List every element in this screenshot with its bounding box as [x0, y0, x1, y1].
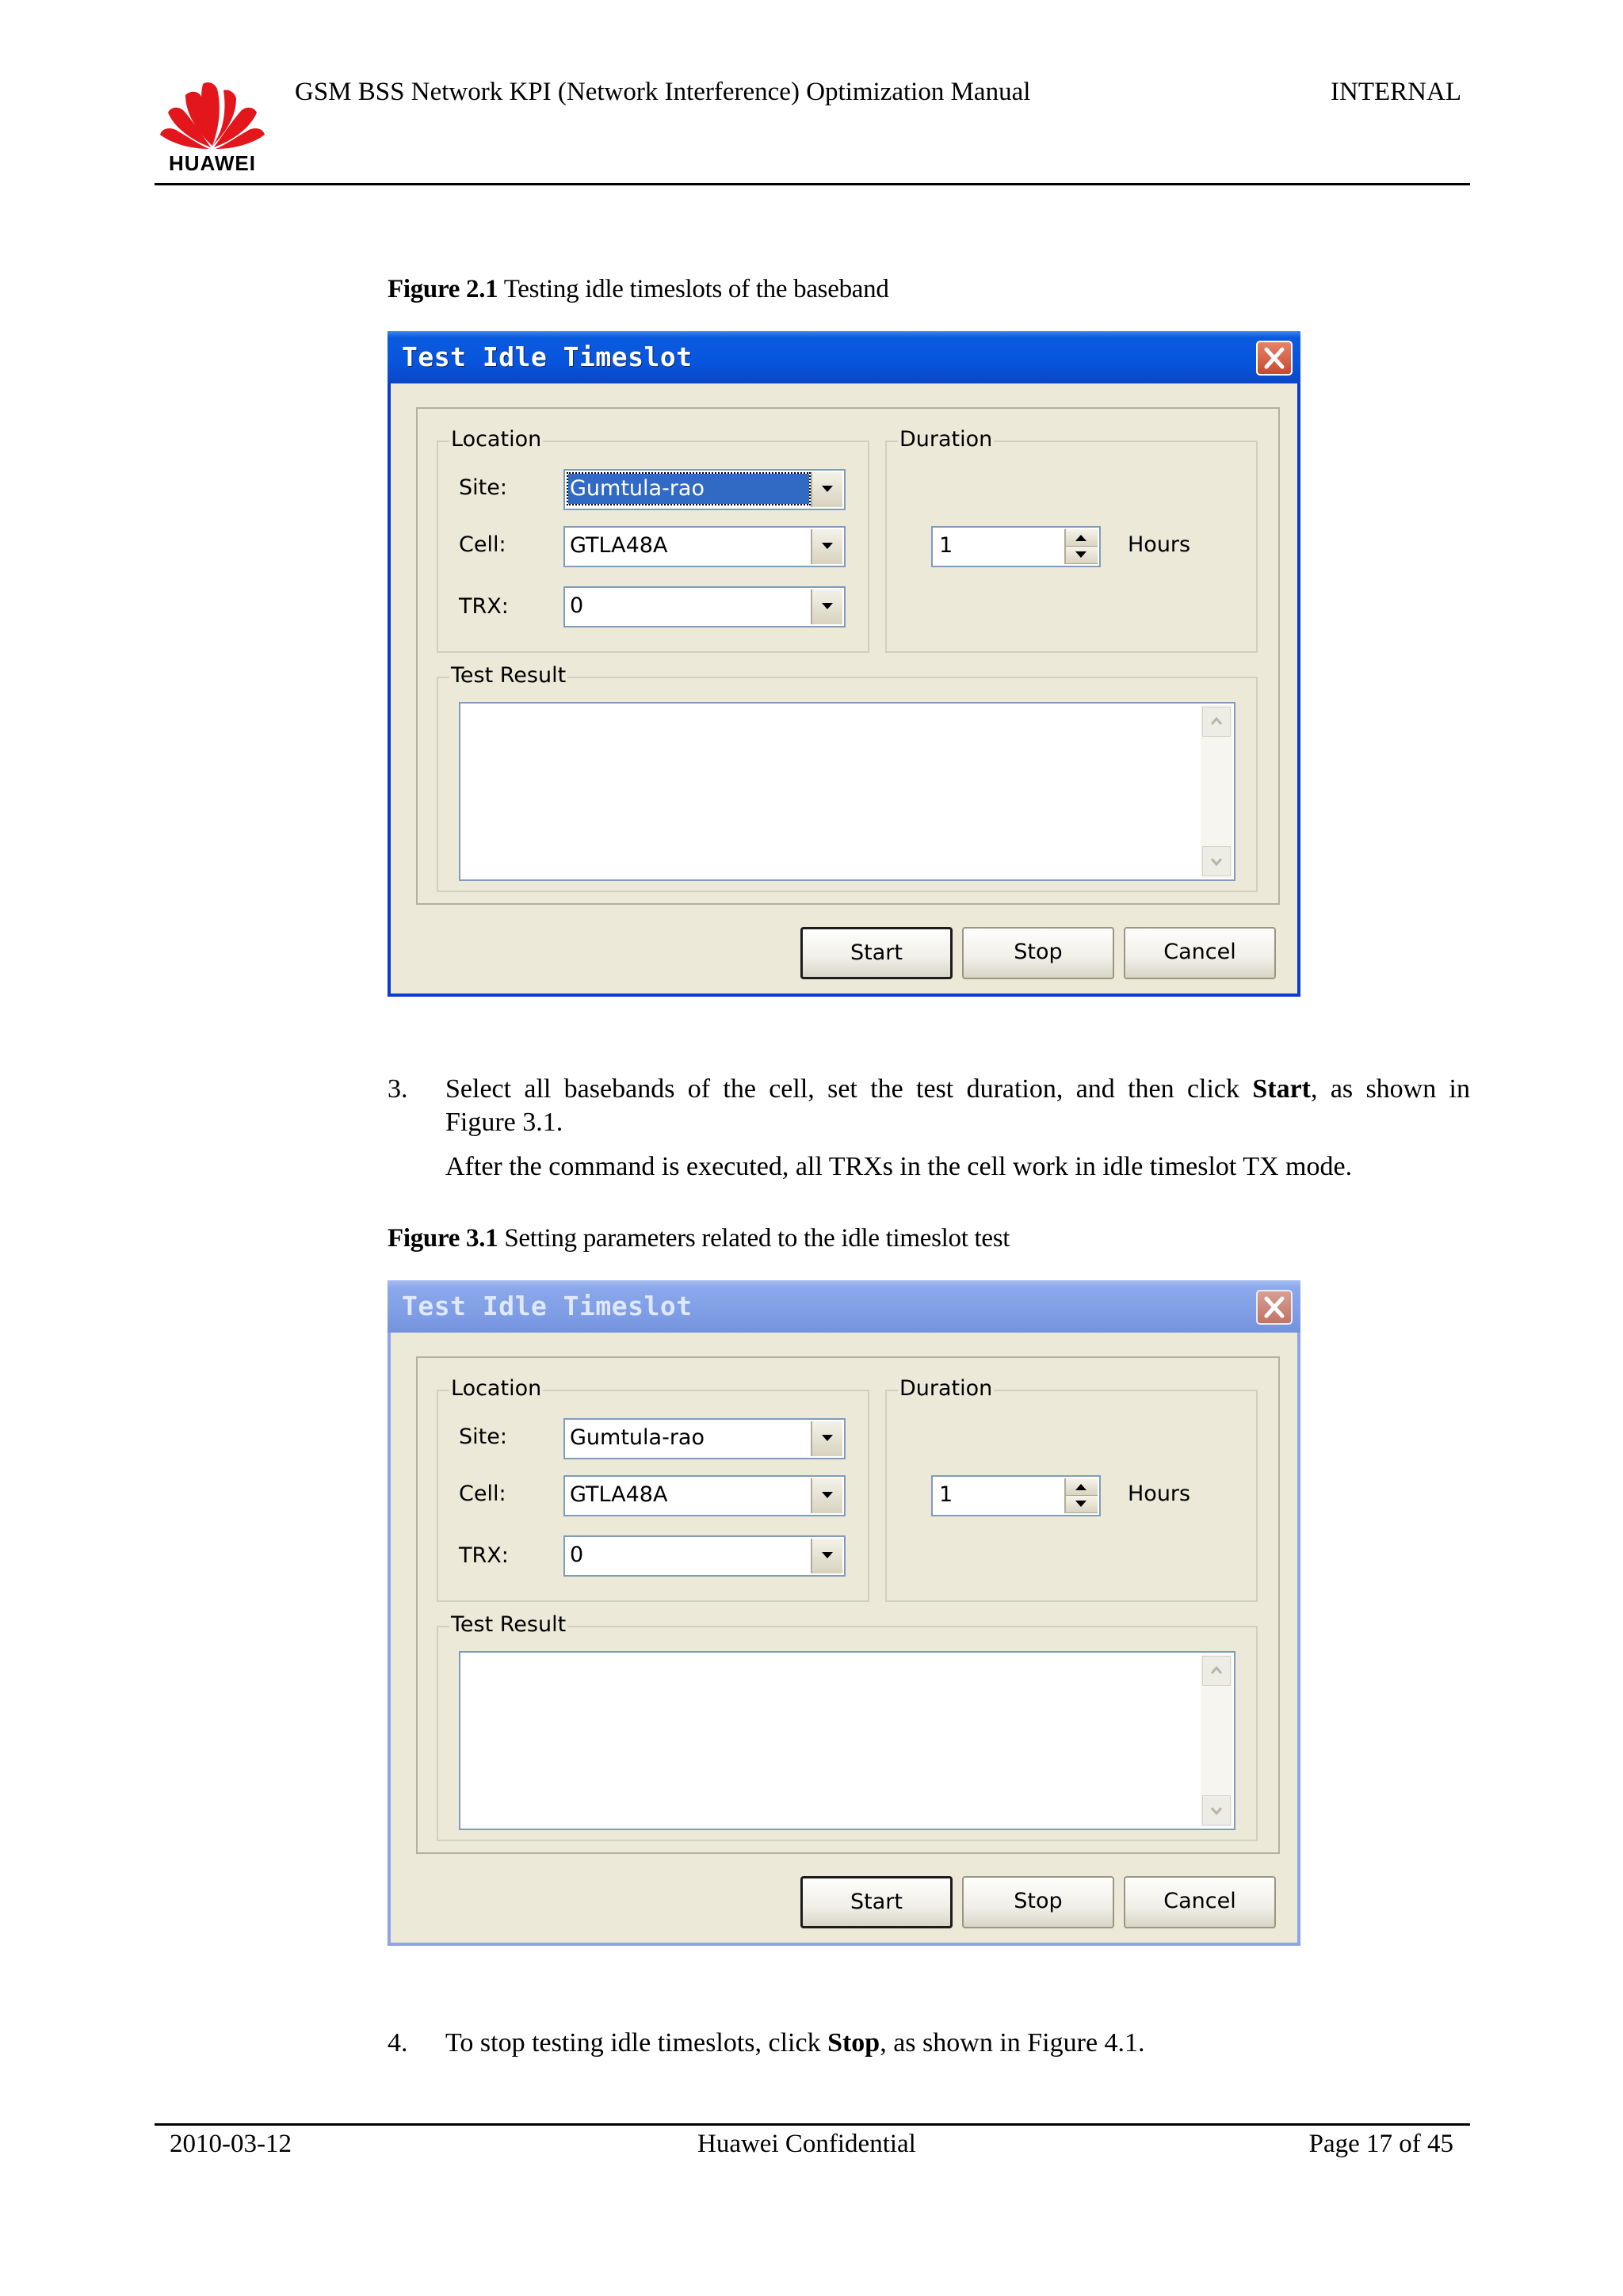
- test-result-textarea[interactable]: [459, 702, 1235, 881]
- spin-down-icon: [1066, 1496, 1096, 1512]
- trx-dropdown-button[interactable]: [811, 589, 842, 624]
- step-3-body: [445, 1073, 1470, 1139]
- duration-group-label: Duration: [899, 427, 993, 452]
- scroll-down-button[interactable]: [1202, 846, 1231, 876]
- test-result-group: [437, 663, 1258, 892]
- start-keyword: Start: [1252, 1074, 1311, 1104]
- test-result-group: [437, 1612, 1258, 1841]
- chevron-down-icon: [812, 1421, 842, 1453]
- duration-value: 1: [939, 533, 953, 558]
- step-3-text-tail: , as shown in: [1311, 1074, 1470, 1104]
- test-result-textarea[interactable]: [459, 1651, 1235, 1830]
- figure-label: Figure 2.1: [388, 275, 498, 303]
- vertical-scrollbar[interactable]: [1201, 1654, 1232, 1827]
- spin-down-icon: [1066, 547, 1096, 563]
- dialog-frame: [416, 407, 1280, 905]
- cell-value: GTLA48A: [570, 1482, 668, 1507]
- cell-label: Cell:: [459, 1482, 506, 1506]
- spin-down-button[interactable]: [1066, 1496, 1098, 1513]
- start-button[interactable]: Start: [800, 927, 953, 979]
- duration-group: [885, 1376, 1258, 1602]
- figure-caption-text: Setting parameters related to the idle timeslot test: [498, 1224, 1010, 1253]
- chevron-down-icon: [812, 529, 842, 561]
- test-result-label: Test Result: [451, 663, 567, 688]
- site-value: Gumtula-rao: [570, 1425, 705, 1450]
- document-title: GSM BSS Network KPI (Network Interference) Optimization Manual: [295, 78, 1031, 106]
- figure-caption-3-1: [388, 1224, 1010, 1253]
- trx-combobox[interactable]: [563, 1535, 846, 1577]
- step-3-text: Select all basebands of the cell, set the test duration, and then click: [445, 1074, 1253, 1104]
- cancel-button[interactable]: Cancel: [1124, 1876, 1276, 1928]
- logo-wordmark: HUAWEI: [169, 151, 256, 175]
- spin-up-button[interactable]: [1066, 529, 1098, 547]
- location-group-label: Location: [451, 427, 542, 452]
- trx-combobox[interactable]: [563, 586, 846, 627]
- scroll-down-button[interactable]: [1202, 1795, 1231, 1825]
- close-icon: [1258, 342, 1291, 374]
- site-combobox[interactable]: [563, 1418, 846, 1459]
- location-group-label: Location: [451, 1376, 542, 1401]
- site-dropdown-button[interactable]: [811, 1421, 842, 1456]
- dialog-frame: [416, 1356, 1280, 1854]
- chevron-down-icon: [1203, 847, 1230, 875]
- figure-caption-text: Testing idle timeslots of the baseband: [498, 275, 889, 303]
- chevron-down-icon: [812, 1539, 842, 1570]
- stop-button[interactable]: Stop: [962, 1876, 1114, 1928]
- chevron-up-icon: [1203, 1657, 1230, 1685]
- step-number: 4.: [388, 2028, 408, 2058]
- spin-up-icon: [1066, 529, 1096, 545]
- duration-spin-buttons: [1064, 1478, 1098, 1513]
- header-divider: [155, 183, 1470, 185]
- site-combobox[interactable]: [563, 469, 846, 510]
- classification-label: INTERNAL: [1331, 78, 1461, 106]
- figure-caption-2-1: [388, 275, 889, 304]
- chevron-down-icon: [1203, 1796, 1230, 1825]
- duration-group: [885, 427, 1258, 653]
- site-value: Gumtula-rao: [568, 474, 809, 504]
- duration-spin-buttons: [1064, 529, 1098, 564]
- figure-label: Figure 3.1: [388, 1224, 498, 1253]
- site-label: Site:: [459, 1425, 507, 1449]
- location-group: [437, 427, 869, 653]
- dialog-title: Test Idle Timeslot: [402, 341, 693, 372]
- test-idle-timeslot-dialog: [388, 1280, 1300, 1946]
- huawei-petals-icon: [157, 73, 268, 152]
- location-group: [437, 1376, 869, 1602]
- trx-value: 0: [570, 593, 584, 618]
- cell-label: Cell:: [459, 532, 506, 557]
- step-4-text-tail: , as shown in Figure 4.1.: [880, 2028, 1145, 2058]
- spin-up-button[interactable]: [1066, 1478, 1098, 1496]
- vertical-scrollbar[interactable]: [1201, 705, 1232, 878]
- hours-label: Hours: [1128, 1482, 1191, 1506]
- footer-date: 2010-03-12: [170, 2130, 292, 2158]
- step-3-line-1: [445, 1073, 1470, 1106]
- duration-spinner[interactable]: [931, 526, 1101, 567]
- hours-label: Hours: [1128, 532, 1191, 557]
- test-result-label: Test Result: [451, 1612, 567, 1637]
- site-label: Site:: [459, 475, 507, 500]
- close-button[interactable]: [1256, 1290, 1293, 1325]
- duration-spinner[interactable]: [931, 1475, 1101, 1516]
- close-button[interactable]: [1256, 341, 1293, 376]
- trx-value: 0: [570, 1543, 584, 1567]
- step-4-text: To stop testing idle timeslots, click: [445, 2028, 828, 2058]
- cancel-button[interactable]: Cancel: [1124, 927, 1276, 979]
- start-button[interactable]: Start: [800, 1876, 953, 1928]
- step-3-result-paragraph: After the command is executed, all TRXs in the cell work in idle timeslot TX mode.: [445, 1152, 1353, 1181]
- duration-group-label: Duration: [899, 1376, 993, 1401]
- footer-divider: [155, 2123, 1470, 2126]
- site-dropdown-button[interactable]: [811, 472, 842, 507]
- cell-dropdown-button[interactable]: [811, 529, 842, 564]
- close-icon: [1258, 1291, 1291, 1323]
- step-4-body: [445, 2027, 1470, 2060]
- chevron-down-icon: [812, 589, 842, 621]
- footer-confidentiality: Huawei Confidential: [697, 2130, 916, 2158]
- trx-label: TRX:: [459, 594, 509, 619]
- test-idle-timeslot-dialog: [388, 331, 1300, 997]
- trx-dropdown-button[interactable]: [811, 1539, 842, 1573]
- trx-label: TRX:: [459, 1543, 509, 1568]
- page-number: Page 17 of 45: [1308, 2130, 1453, 2158]
- cell-dropdown-button[interactable]: [811, 1478, 842, 1513]
- stop-keyword: Stop: [827, 2028, 880, 2058]
- spin-down-button[interactable]: [1066, 547, 1098, 564]
- chevron-down-icon: [812, 1478, 842, 1510]
- step-number: 3.: [388, 1074, 408, 1104]
- chevron-down-icon: [812, 472, 842, 504]
- scroll-up-button[interactable]: [1202, 707, 1231, 737]
- huawei-logo: [157, 73, 268, 176]
- step-3-line-2: Figure 3.1.: [445, 1108, 563, 1137]
- duration-value: 1: [939, 1482, 953, 1507]
- cell-combobox[interactable]: [563, 526, 846, 567]
- scroll-up-button[interactable]: [1202, 1656, 1231, 1686]
- dialog-title-bar[interactable]: [388, 331, 1300, 383]
- step-3: [388, 1073, 1470, 1144]
- spin-up-icon: [1066, 1478, 1096, 1494]
- chevron-up-icon: [1203, 707, 1230, 736]
- dialog-title: Test Idle Timeslot: [402, 1291, 693, 1322]
- dialog-title-bar[interactable]: [388, 1280, 1300, 1333]
- cell-value: GTLA48A: [570, 533, 668, 558]
- cell-combobox[interactable]: [563, 1475, 846, 1516]
- stop-button[interactable]: Stop: [962, 927, 1114, 979]
